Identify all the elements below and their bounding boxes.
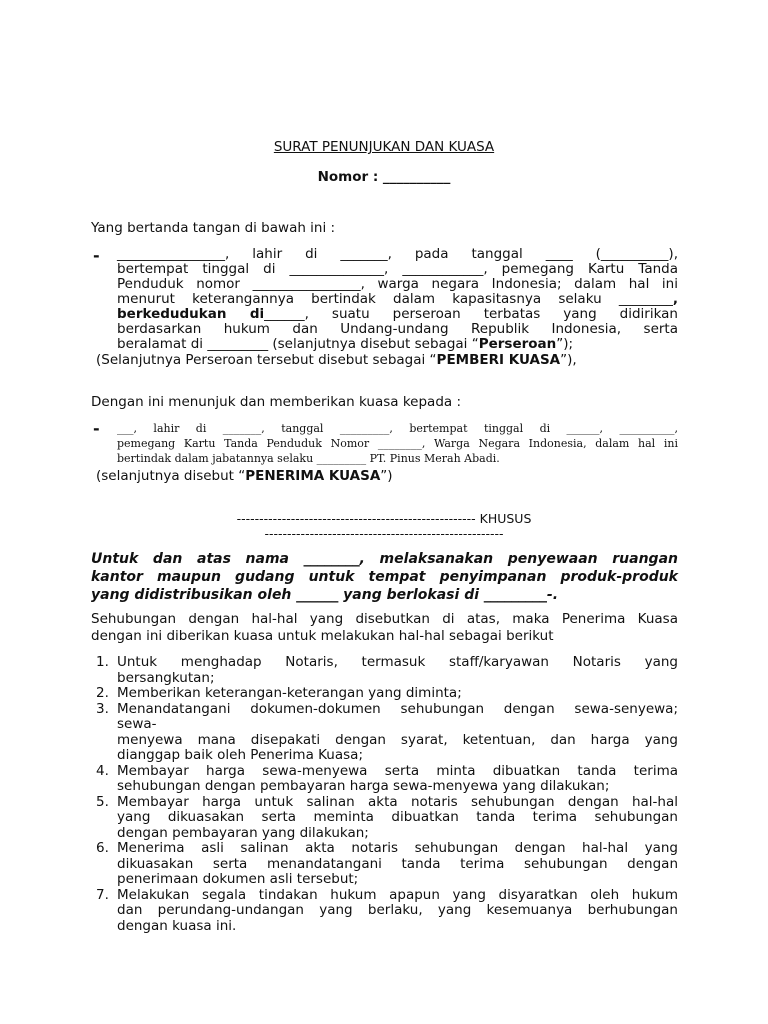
sehubungan-block [91,611,678,645]
purpose-line-3: yang didistribusikan oleh ______ yang berlokasi di _________-. [91,587,559,603]
grantor-line-1: ________________, lahir di _______, pada tanggal ____ (__________), [117,246,678,262]
power-item-number: 3. [96,700,109,717]
power-item-line: Memberikan keterangan-keterangan yang diminta; [117,685,462,701]
power-item-line: sehubungan dengan pembayaran harga sewa-menyewa yang dilakukan; [117,778,610,794]
intro-text: Yang bertanda tangan di bawah ini : [91,220,336,236]
power-item [91,702,678,733]
power-item [91,686,678,702]
power-item-number: 4. [96,762,109,779]
grantee-block [117,421,678,466]
grantee-line-1: ___, lahir di _______, tanggal _________, bertempat tinggal di ______, __________, [117,422,678,435]
power-item [91,841,678,888]
power-item-line: dikuasakan serta menandatangani tanda terima sehubungan dengan [117,855,678,872]
bullet-dash-2: - [93,419,100,438]
power-item [91,888,678,935]
document-number: Nomor : __________ [317,169,451,185]
power-item-line: yang dikuasakan serta meminta dibuatkan tanda terima sehubungan [117,809,678,825]
power-item-line: Menerima asli salinan akta notaris sehubungan dengan hal-hal yang [117,840,678,856]
power-item-number: 2. [96,685,109,701]
grantor-note: (Selanjutnya Perseroan tersebut disebut sebagai “PEMBERI KUASA”), [96,352,577,368]
power-item-number: 6. [96,840,109,856]
power-item-line: dengan pembayaran yang dilakukan; [117,824,369,841]
power-item [91,733,678,764]
appoint-text: Dengan ini menunjuk dan memberikan kuasa kepada : [91,394,462,410]
khusus-line-1: ----------------------------------------------------- KHUSUS [236,511,532,526]
grantor-line-2: bertempat tinggal di ______________, ____________, pemegang Kartu Tanda [117,261,678,277]
grantor-line-3: Penduduk nomor ________________, warga negara Indonesia; dalam hal ini [117,276,678,292]
power-item-line: Untuk menghadap Notaris, termasuk staff/karyawan Notaris yang [117,654,678,670]
grantee-note: (selanjutnya disebut “PENERIMA KUASA”) [96,468,393,484]
grantee-line-2: pemegang Kartu Tanda Penduduk Nomor ________, Warga Negara Indonesia, dalam hal ini [117,437,678,450]
bullet-dash: - [93,246,100,265]
grantor-block [117,247,678,352]
power-item-number: 5. [96,793,109,810]
power-item-line: dengan kuasa ini. [117,917,237,934]
grantor-line-4: menurut keterangannya bertindak dalam kapasitasnya selaku ________, [117,291,678,307]
sehubungan-line-1: Sehubungan dengan hal-hal yang disebutkan di atas, maka Penerima Kuasa [91,611,678,627]
power-item-line: Menandatangani dokumen-dokumen sehubungan dengan sewa-senyewa; [117,700,678,717]
power-item [91,795,678,842]
power-item [91,764,678,795]
power-item-number: 7. [96,886,109,903]
grantor-line-6: berdasarkan hukum dan Undang-undang Republik Indonesia, serta [117,321,678,337]
powers-list [91,655,678,934]
power-item-line: Melakukan segala tindakan hukum apapun yang disyaratkan oleh hukum [117,886,678,903]
power-item-line: Membayar harga sewa-menyewa serta minta dibuatkan tanda terima [117,762,678,779]
power-item-line: sewa- [117,716,157,732]
purpose-line-1: Untuk dan atas nama ________, melaksanakan penyewaan ruangan [91,551,678,567]
power-item-line: bersangkutan; [117,669,215,686]
purpose-block [91,550,678,604]
power-item-line: Membayar harga untuk salinan akta notaris sehubungan dengan hal-hal [117,793,678,810]
power-item-line: penerimaan dokumen asli tersebut; [117,871,359,887]
power-item-line: dianggap baik oleh Penerima Kuasa; [117,747,363,763]
power-item [91,655,678,686]
grantee-line-3: bertindak dalam jabatannya selaku _________ PT. Pinus Merah Abadi. [117,452,500,465]
khusus-line-2: ----------------------------------------------------- [264,526,504,541]
grantor-line-7: beralamat di _________ (selanjutnya disebut sebagai “Perseroan”); [117,336,574,352]
document-title: SURAT PENUNJUKAN DAN KUASA [273,139,495,155]
power-item-number: 1. [96,654,109,670]
sehubungan-line-2: dengan ini diberikan kuasa untuk melakukan hal-hal sebagai berikut [91,628,554,644]
grantor-line-5: berkedudukan di______, suatu perseroan terbatas yang didirikan [117,306,678,322]
power-item-line: menyewa mana disepakati dengan syarat, ketentuan, dan harga yang [117,731,678,748]
power-item-line: dan perundang-undangan yang berlaku, yang kesemuanya berhubungan [117,902,678,918]
purpose-line-2: kantor maupun gudang untuk tempat penyimpanan produk-produk [91,569,678,585]
